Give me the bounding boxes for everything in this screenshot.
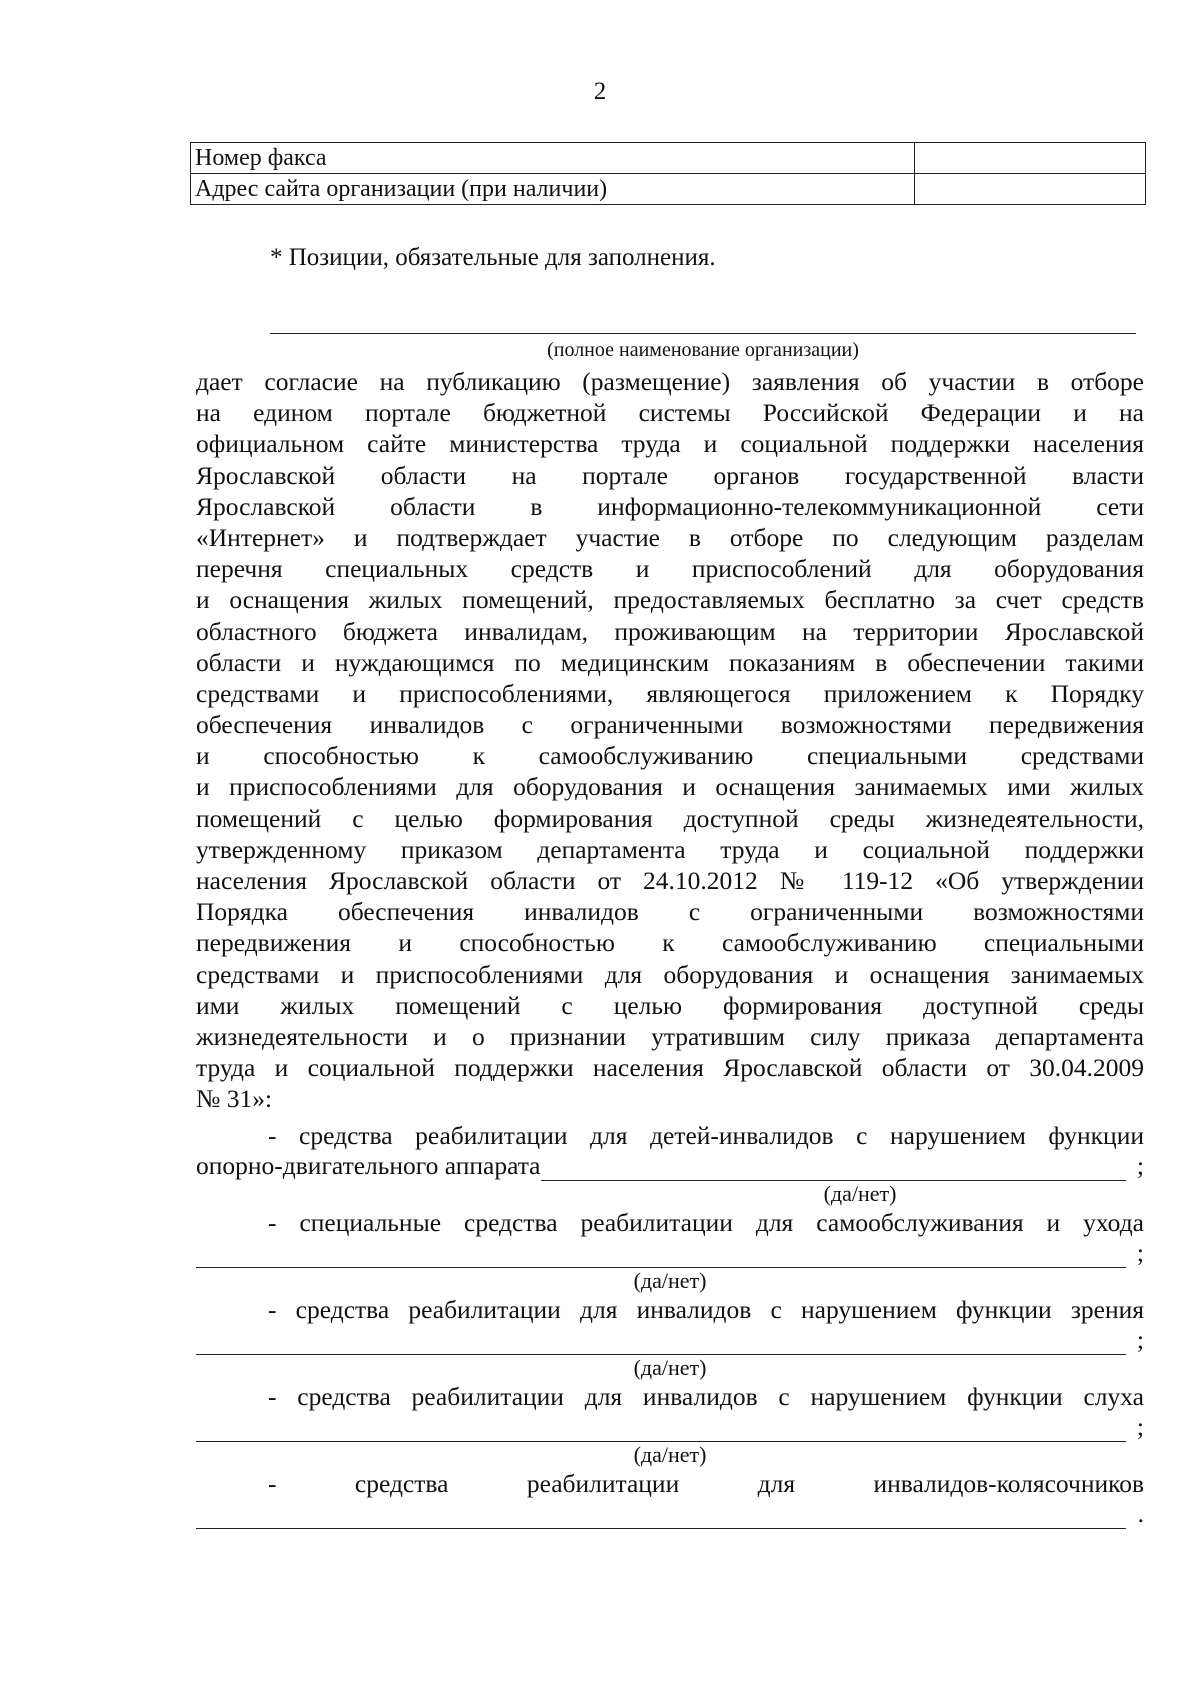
list-item-text: - средства реабилитации для инвалидов-колясочников — [268, 1469, 1144, 1498]
answer-caption: (да/нет) — [823, 1181, 897, 1206]
page-number: 2 — [593, 78, 607, 105]
paragraph-line: передвижения и способностью к самообслуживанию специальными — [196, 928, 1144, 958]
paragraph-line: перечня специальных средств и приспособлений для оборудования — [196, 554, 1144, 584]
organization-name-caption: (полное наименование организации) — [547, 339, 859, 361]
table-row — [191, 174, 1146, 205]
list-item — [196, 1381, 1144, 1468]
paragraph-line: и способностью к самообслуживанию специальными средствами — [196, 741, 1144, 771]
paragraph-line: средствами и приспособлениями для оборудования и оснащения занимаемых — [196, 959, 1144, 989]
paragraph-line: средствами и приспособлениями, являющегося приложением к Порядку — [196, 678, 1144, 708]
answer-punctuation: ; — [1136, 1238, 1144, 1267]
paragraph-line: области и нуждающимся по медицинским показаниям в обеспечении такими — [196, 647, 1144, 677]
paragraph-line: населения Ярославской области от 24.10.2012 № 119-12 «Об утверждении — [196, 866, 1144, 895]
answer-caption: (да/нет) — [633, 1442, 707, 1467]
answer-row — [196, 1238, 1144, 1268]
paragraph-line: и приспособлениями для оборудования и оснащения занимаемых ими жилых — [196, 772, 1144, 802]
organization-name-line — [270, 333, 1136, 334]
answer-field[interactable] — [196, 1506, 1126, 1529]
contact-table — [190, 142, 1146, 205]
answer-caption: (да/нет) — [633, 1268, 707, 1293]
table-row — [191, 143, 1146, 174]
paragraph-line: на едином портале бюджетной системы Российской Федерации и на — [196, 398, 1144, 428]
table-cell-value — [915, 174, 1146, 205]
paragraph-line: № 31»: — [196, 1084, 273, 1114]
table-cell-value — [915, 143, 1146, 174]
paragraph-line: «Интернет» и подтверждает участие в отборе по следующим разделам — [196, 522, 1144, 552]
answer-punctuation: . — [1137, 1499, 1144, 1528]
consent-paragraph — [196, 366, 1144, 1115]
answer-punctuation: ; — [1136, 1325, 1144, 1354]
paragraph-line: труда и социальной поддержки населения Ярославской области от 30.04.2009 — [196, 1053, 1144, 1083]
paragraph-line: и оснащения жилых помещений, предоставляемых бесплатно за счет средств — [196, 585, 1144, 615]
paragraph-line: утвержденному приказом департамента труда и социальной поддержки — [196, 834, 1144, 864]
table-cell-label: Номер факса — [191, 143, 915, 174]
answer-row — [196, 1151, 1144, 1181]
paragraph-line: Ярославской области в информационно-телекоммуникационной сети — [196, 491, 1144, 521]
paragraph-line: Порядка обеспечения инвалидов с ограниченными возможностями — [196, 897, 1144, 927]
answer-field[interactable] — [196, 1332, 1126, 1355]
paragraph-line: жизнедеятельности и о признании утратившим силу приказа департамента — [196, 1021, 1144, 1051]
answer-row — [196, 1499, 1144, 1529]
paragraph-line: Ярославской области на портале органов государственной власти — [196, 460, 1144, 490]
list-item — [196, 1120, 1144, 1207]
paragraph-line: ими жилых помещений с целью формирования доступной среды — [196, 990, 1144, 1020]
paragraph-line: обеспечения инвалидов с ограниченными возможностями передвижения — [196, 710, 1144, 740]
list-item — [196, 1207, 1144, 1294]
sections-list — [196, 1120, 1144, 1529]
answer-field[interactable] — [196, 1245, 1126, 1268]
answer-field[interactable] — [541, 1158, 1127, 1181]
required-fields-note: * Позиции, обязательные для заполнения. — [270, 244, 716, 271]
list-item — [196, 1468, 1144, 1529]
answer-caption: (да/нет) — [633, 1355, 707, 1380]
list-item-text: - средства реабилитации для инвалидов с нарушением функции слуха — [268, 1382, 1144, 1411]
table-cell-label: Адрес сайта организации (при наличии) — [191, 174, 915, 205]
answer-field[interactable] — [196, 1419, 1126, 1442]
paragraph-line: дает согласие на публикацию (размещение) заявления об участии в отборе — [196, 367, 1144, 396]
list-item — [196, 1294, 1144, 1381]
answer-row — [196, 1325, 1144, 1355]
paragraph-line: официальном сайте министерства труда и социальной поддержки населения — [196, 429, 1144, 459]
answer-row — [196, 1412, 1144, 1442]
answer-lead-text: опорно-двигательного аппарата — [196, 1151, 541, 1180]
list-item-text: - средства реабилитации для инвалидов с нарушением функции зрения — [268, 1295, 1144, 1324]
paragraph-line: помещений с целью формирования доступной среды жизнедеятельности, — [196, 803, 1144, 833]
paragraph-line: областного бюджета инвалидам, проживающим на территории Ярославской — [196, 616, 1144, 646]
answer-punctuation: ; — [1136, 1151, 1144, 1180]
list-item-text: - специальные средства реабилитации для самообслуживания и ухода — [268, 1208, 1144, 1237]
answer-punctuation: ; — [1136, 1412, 1144, 1441]
list-item-text: - средства реабилитации для детей-инвалидов с нарушением функции — [268, 1121, 1144, 1150]
